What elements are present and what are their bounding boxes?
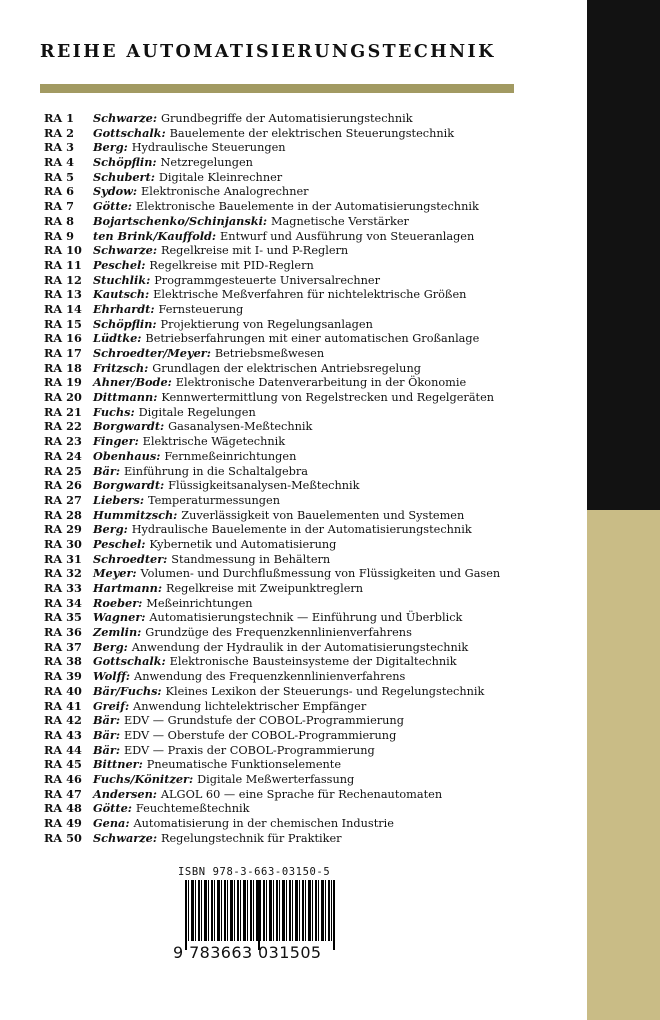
book-list-item (44, 816, 584, 831)
book-list-item (44, 258, 584, 273)
book-title: Elektronische Bauelemente in der Automatisierungstechnik (135, 200, 479, 214)
book-author: Bär: (93, 713, 120, 728)
barcode (185, 880, 335, 941)
book-title: EDV — Oberstufe der COBOL-Programmierung (123, 728, 397, 742)
book-code: RA 27 (44, 492, 82, 507)
book-code: RA 6 (44, 184, 74, 199)
spine-strip (587, 0, 660, 1020)
book-title: Programmgesteuerte Universalrechner (154, 273, 380, 287)
book-list-item (44, 610, 584, 625)
book-title: Standmessung in Behältern (171, 552, 331, 566)
book-author: Zemlin: (93, 625, 142, 640)
book-title: Flüssigkeitsanalysen-Meßtechnik (168, 479, 360, 493)
title-rule (40, 84, 514, 93)
book-author: Schwarze: (93, 830, 158, 845)
book-list-item (44, 699, 584, 714)
book-list-item (44, 361, 584, 376)
book-code: RA 22 (44, 419, 82, 434)
book-entry (93, 199, 479, 215)
book-list-item (44, 405, 584, 420)
book-title: Hydraulische Bauelemente in der Automatisierungstechnik (131, 523, 472, 537)
book-title: Projektierung von Regelungsanlagen (160, 317, 373, 331)
book-author: Gottschalk: (93, 125, 166, 140)
book-code: RA 18 (44, 360, 82, 375)
book-title: Fernmeßeinrichtungen (164, 449, 297, 463)
book-code: RA 3 (44, 140, 74, 155)
book-code: RA 49 (44, 816, 82, 830)
book-author: Bär: (93, 742, 120, 757)
spine-dark-band (587, 0, 660, 510)
book-list-item (44, 522, 584, 537)
book-author: Schwarze: (93, 111, 158, 125)
book-author: Bär/Fuchs: (93, 683, 162, 698)
book-author: Berg: (93, 639, 128, 654)
book-entry (93, 405, 256, 421)
book-code: RA 19 (44, 375, 82, 390)
book-entry (93, 522, 472, 538)
book-code: RA 23 (44, 434, 82, 449)
book-author: Schwarze: (93, 243, 158, 258)
book-title: Anwendung lichtelektrischer Empfänger (133, 699, 367, 713)
book-list-item (44, 596, 584, 611)
book-entry (93, 610, 462, 626)
series-title: REIHE AUTOMATISIERUNGSTECHNIK (40, 42, 496, 62)
book-title: Betriebserfahrungen mit einer automatischen Großanlage (145, 332, 480, 346)
book-list-item (44, 199, 584, 214)
book-entry (93, 508, 464, 524)
book-title: Regelkreise mit I- und P-Reglern (160, 244, 349, 258)
book-list-item (44, 757, 584, 772)
book-author: Meyer: (93, 566, 137, 581)
book-title: Grundzüge des Frequenzkennlinienverfahrens (145, 626, 412, 640)
book-list-item (44, 566, 584, 581)
book-list-item (44, 155, 584, 170)
book-list-item (44, 331, 584, 346)
book-code: RA 36 (44, 625, 82, 640)
book-entry (93, 273, 380, 289)
book-title: Elektronische Analogrechner (141, 185, 309, 199)
book-code: RA 17 (44, 346, 82, 360)
book-author: Liebers: (93, 492, 144, 507)
book-list-item (44, 801, 584, 816)
book-code: RA 32 (44, 566, 82, 581)
book-entry (93, 743, 375, 759)
book-code: RA 25 (44, 463, 82, 478)
book-entry (93, 184, 309, 200)
book-author: Borgwardt: (93, 478, 165, 493)
book-author: Fritzsch: (93, 360, 149, 375)
book-code: RA 26 (44, 478, 82, 493)
book-title: EDV — Praxis der COBOL-Programmierung (123, 743, 375, 757)
book-title: Feuchtemeßtechnik (135, 802, 250, 816)
book-list-item (44, 170, 584, 185)
book-author: Peschel: (93, 536, 146, 551)
book-list-item (44, 669, 584, 684)
book-author: ten Brink/Kauffold: (93, 228, 217, 243)
book-entry (93, 801, 249, 817)
book-title: Digitale Kleinrechner (158, 170, 283, 184)
book-entry (93, 713, 404, 729)
book-code: RA 4 (44, 155, 74, 170)
book-entry (93, 317, 373, 333)
book-author: Bär: (93, 463, 120, 478)
book-author: Peschel: (93, 257, 146, 272)
book-list-item (44, 273, 584, 288)
book-title: Regelkreise mit PID-Reglern (149, 258, 314, 272)
book-code: RA 48 (44, 801, 82, 816)
book-code: RA 46 (44, 771, 82, 786)
book-author: Bär: (93, 727, 120, 742)
book-code: RA 39 (44, 669, 82, 684)
book-entry (93, 390, 494, 406)
book-code: RA 21 (44, 404, 82, 419)
book-list-item (44, 126, 584, 141)
book-list-item (44, 772, 584, 787)
book-code: RA 7 (44, 199, 74, 214)
book-code: RA 40 (44, 683, 82, 698)
book-code: RA 13 (44, 287, 82, 302)
book-title: Automatisierungstechnik — Einführung und Überblick (149, 611, 463, 625)
book-list-item (44, 787, 584, 802)
book-code: RA 24 (44, 448, 82, 463)
book-author: Gottschalk: (93, 654, 166, 669)
book-author: Andersen: (93, 786, 157, 801)
book-list-item (44, 464, 584, 479)
book-author: Wolff: (93, 669, 131, 684)
book-list-item (44, 140, 584, 155)
book-author: Schöpflin: (93, 316, 157, 331)
book-list-item (44, 449, 584, 464)
book-entry (93, 302, 243, 318)
book-title: Kennwertermittlung von Regelstrecken und Regelgeräten (161, 391, 495, 405)
book-entry (93, 596, 253, 612)
book-title: Temperaturmessungen (147, 493, 280, 507)
book-entry (93, 361, 421, 377)
book-entry (93, 331, 479, 347)
barcode-guard-right (333, 880, 335, 950)
book-entry (93, 229, 474, 245)
book-entry (93, 493, 280, 509)
book-entry (93, 625, 412, 641)
book-title: Regelungstechnik für Praktiker (160, 831, 342, 845)
book-author: Obenhaus: (93, 448, 161, 463)
book-entry (93, 816, 394, 832)
book-list-item (44, 625, 584, 640)
book-list-item (44, 390, 584, 405)
book-code: RA 29 (44, 522, 82, 537)
book-code: RA 34 (44, 595, 82, 610)
book-list-item (44, 317, 584, 332)
book-entry (93, 699, 366, 715)
book-author: Wagner: (93, 610, 146, 625)
book-code: RA 31 (44, 551, 82, 566)
book-title: Betriebsmeßwesen (214, 347, 325, 360)
book-code: RA 30 (44, 536, 82, 551)
book-entry (93, 552, 330, 568)
book-list-item (44, 831, 584, 846)
book-entry (93, 243, 348, 259)
book-entry (93, 419, 312, 435)
book-author: Bittner: (93, 757, 143, 772)
book-code: RA 44 (44, 742, 82, 757)
book-list-item (44, 419, 584, 434)
book-title: Elektronische Datenverarbeitung in der Ökonomie (175, 376, 467, 390)
book-code: RA 1 (44, 111, 74, 125)
book-list-item (44, 537, 584, 552)
book-list-item (44, 229, 584, 244)
book-list-item (44, 111, 584, 126)
book-author: Berg: (93, 140, 128, 155)
book-title: Digitale Meßwerterfassung (197, 772, 355, 786)
book-entry (93, 140, 286, 156)
book-title: Kleines Lexikon der Steuerungs- und Regelungstechnik (165, 684, 485, 698)
book-title: Grundlagen der elektrischen Antriebsregelung (152, 361, 421, 375)
book-list-item (44, 434, 584, 449)
book-title: Anwendung der Hydraulik in der Automatisierungstechnik (131, 640, 469, 654)
isbn-text: ISBN 978-3-663-03150-5 (178, 866, 331, 878)
book-author: Greif: (93, 698, 130, 713)
book-entry (93, 566, 500, 582)
book-entry (93, 669, 405, 685)
book-entry (93, 111, 413, 127)
book-code: RA 35 (44, 610, 82, 625)
book-list-item (44, 552, 584, 567)
book-title: ALGOL 60 — eine Sprache für Rechenautomaten (160, 787, 443, 801)
book-entry (93, 449, 296, 465)
book-code: RA 43 (44, 727, 82, 742)
book-author: Schroedter/Meyer: (93, 346, 211, 360)
book-code: RA 37 (44, 639, 82, 654)
book-entry (93, 126, 454, 142)
book-author: Schubert: (93, 169, 155, 184)
book-author: Sydow: (93, 184, 138, 199)
book-author: Hummitzsch: (93, 507, 178, 522)
book-title: Volumen- und Durchflußmessung von Flüssigkeiten und Gasen (140, 567, 501, 581)
book-author: Dittmann: (93, 390, 158, 405)
book-code: RA 11 (44, 257, 82, 272)
book-list-item (44, 640, 584, 655)
book-code: RA 14 (44, 301, 82, 316)
book-entry (93, 654, 457, 670)
book-entry (93, 581, 363, 597)
book-code: RA 16 (44, 331, 82, 346)
book-title: Fernsteuerung (158, 302, 244, 316)
book-list-item (44, 184, 584, 199)
book-entry (93, 258, 314, 274)
book-author: Stuchlik: (93, 272, 151, 287)
book-code: RA 33 (44, 581, 82, 595)
book-list-item (44, 375, 584, 390)
book-author: Fuchs/Könitzer: (93, 771, 194, 786)
book-title: Einführung in die Schaltalgebra (123, 464, 309, 478)
book-title: Entwurf und Ausführung von Steueranlagen (220, 229, 475, 243)
book-entry (93, 170, 282, 186)
book-code: RA 5 (44, 169, 74, 184)
book-list-item (44, 581, 584, 596)
book-author: Ahner/Bode: (93, 375, 172, 390)
book-author: Hartmann: (93, 581, 163, 595)
book-title: Elektrische Meßverfahren für nichtelektrische Größen (153, 288, 467, 302)
book-list-item (44, 287, 584, 302)
book-list-item (44, 478, 584, 493)
book-code: RA 2 (44, 125, 74, 140)
book-list-item (44, 243, 584, 258)
book-list-item (44, 743, 584, 758)
book-code: RA 15 (44, 316, 82, 331)
book-author: Borgwardt: (93, 419, 165, 434)
book-author: Finger: (93, 434, 139, 449)
book-title: Automatisierung in der chemischen Industrie (133, 817, 394, 830)
book-entry (93, 728, 396, 744)
book-title: Netzregelungen (160, 156, 253, 170)
book-list-item (44, 684, 584, 699)
book-list-item (44, 654, 584, 669)
book-code: RA 12 (44, 272, 82, 287)
book-author: Götte: (93, 801, 132, 816)
book-title: Digitale Regelungen (138, 405, 256, 419)
book-code: RA 47 (44, 786, 82, 801)
book-entry (93, 434, 285, 450)
book-title: EDV — Grundstufe der COBOL-Programmierung (123, 714, 404, 728)
book-code: RA 10 (44, 243, 82, 258)
book-title: Hydraulische Steuerungen (131, 141, 286, 155)
book-entry (93, 375, 466, 391)
book-title: Kybernetik und Automatisierung (149, 537, 337, 551)
book-author: Götte: (93, 199, 132, 214)
book-author: Schöpflin: (93, 155, 157, 170)
book-title: Bauelemente der elektrischen Steuerungstechnik (169, 126, 455, 140)
book-code: RA 9 (44, 228, 74, 243)
book-title: Anwendung des Frequenzkennlinienverfahrens (134, 670, 406, 684)
book-author: Schroedter: (93, 551, 168, 566)
book-author: Berg: (93, 522, 128, 537)
book-entry (93, 287, 466, 303)
book-code: RA 28 (44, 507, 82, 522)
book-entry (93, 346, 324, 362)
book-title: Regelkreise mit Zweipunktreglern (165, 582, 364, 595)
book-entry (93, 772, 354, 788)
book-code: RA 50 (44, 830, 82, 845)
book-author: Ehrhardt: (93, 301, 155, 316)
book-entry (93, 787, 442, 803)
book-code: RA 38 (44, 654, 82, 669)
book-code: RA 20 (44, 390, 82, 405)
book-list-item (44, 302, 584, 317)
book-list-item (44, 713, 584, 728)
barcode-digits: 9 783663 031505 (173, 943, 322, 962)
barcode-guard-center (258, 880, 260, 950)
book-title: Meßeinrichtungen (146, 596, 253, 610)
book-title: Pneumatische Funktionselemente (146, 758, 342, 772)
book-entry (93, 684, 484, 700)
book-author: Bojartschenko/Schinjanski: (93, 213, 268, 228)
book-author: Fuchs: (93, 404, 135, 419)
book-author: Roeber: (93, 595, 143, 610)
book-author: Kautsch: (93, 287, 150, 302)
book-list-item (44, 493, 584, 508)
book-title: Magnetische Verstärker (270, 214, 409, 228)
book-title: Elektrische Wägetechnik (142, 435, 286, 449)
book-title: Gasanalysen-Meßtechnik (168, 420, 313, 434)
book-entry (93, 214, 409, 230)
book-entry (93, 478, 359, 494)
book-list-item (44, 728, 584, 743)
book-list (44, 111, 584, 845)
book-entry (93, 640, 468, 656)
book-code: RA 42 (44, 713, 82, 728)
book-author: Gena: (93, 816, 130, 830)
book-list-item (44, 214, 584, 229)
book-code: RA 8 (44, 213, 74, 228)
book-code: RA 45 (44, 757, 82, 772)
book-title: Elektronische Bausteinsysteme der Digitaltechnik (169, 655, 457, 669)
book-entry (93, 464, 308, 480)
book-code: RA 41 (44, 698, 82, 713)
book-entry (93, 537, 336, 553)
book-author: Lüdtke: (93, 331, 142, 346)
book-entry (93, 831, 342, 847)
book-entry (93, 757, 341, 773)
book-entry (93, 155, 253, 171)
book-list-item (44, 346, 584, 361)
book-title: Zuverlässigkeit von Bauelementen und Systemen (181, 508, 465, 522)
book-list-item (44, 508, 584, 523)
book-title: Grundbegriffe der Automatisierungstechnik (160, 112, 413, 125)
